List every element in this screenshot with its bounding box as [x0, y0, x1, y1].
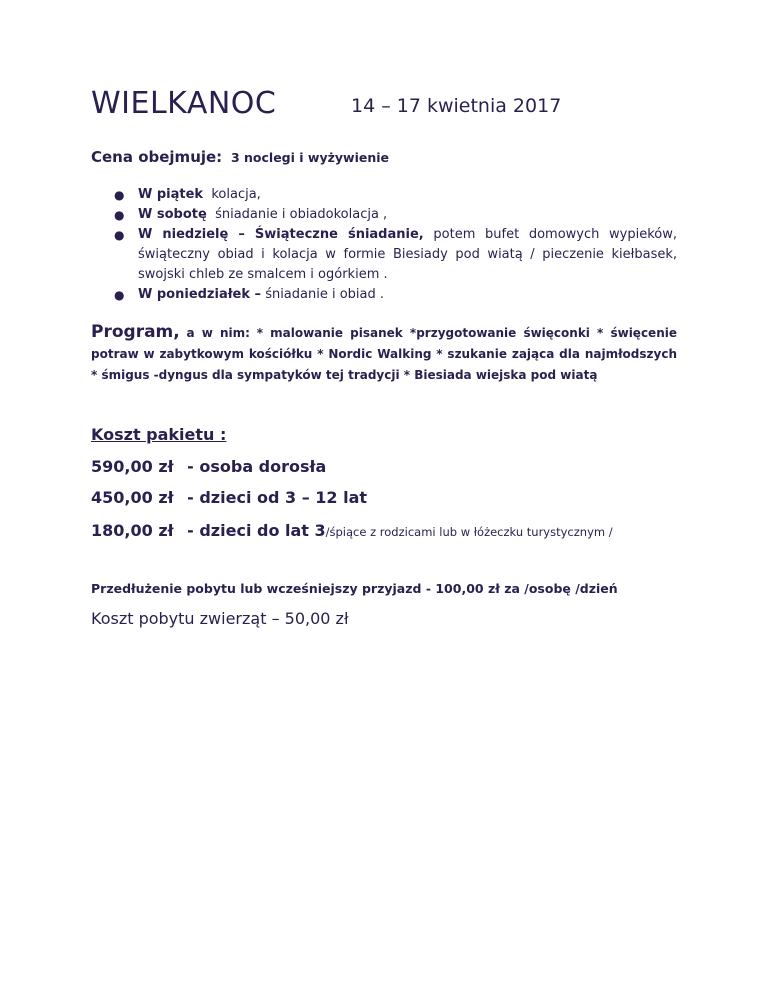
program-text: * malowanie pisanek *przygotowanie święconki * święcenie potraw w zabytkowym kościółku * Nordic Walking * szukanie zająca dla najmłodszych * śmigus -dyngus dla sympatyków tej tradycji * Biesiada wiejska pod wiatą — [91, 326, 677, 382]
event-dates: 14 – 17 kwietnia 2017 — [351, 95, 562, 117]
bullet-icon: ● — [114, 228, 125, 242]
price-amount: 180,00 zł — [91, 521, 174, 540]
schedule-day: W poniedziałek – — [138, 287, 262, 302]
price-row — [91, 521, 613, 540]
price-includes — [91, 148, 389, 166]
schedule-day: W niedzielę – Świąteczne śniadanie, — [138, 227, 424, 242]
bullet-icon: ● — [114, 188, 125, 202]
schedule-day: W piątek — [138, 187, 204, 202]
price-row — [91, 488, 367, 507]
animals-cost: Koszt pobytu zwierząt – 50,00 zł — [91, 609, 349, 628]
price-note: /śpiące z rodzicami lub w łóżeczku turystycznym / — [325, 525, 613, 539]
program-intro: a w nim: — [186, 326, 250, 340]
schedule-text: kolacja, — [211, 187, 261, 202]
list-item — [91, 285, 677, 305]
schedule-list — [91, 185, 677, 305]
cost-title: Koszt pakietu : — [91, 425, 227, 444]
list-item — [91, 205, 677, 225]
extension-note: Przedłużenie pobytu lub wcześniejszy przyjazd - 100,00 zł za /osobę /dzień — [91, 581, 618, 596]
schedule-text: potem bufet domowych wypieków, świąteczny obiad i kolacja w formie Biesiady pod wiatą / pieczenie kiełbasek, swojski chleb ze smalcem i ogórkiem . — [138, 227, 677, 282]
header — [91, 86, 691, 126]
schedule-text: śniadanie i obiadokolacja , — [215, 207, 388, 222]
price-amount: 590,00 zł — [91, 457, 174, 476]
price-description: - osoba dorosła — [187, 457, 327, 476]
price-description: - dzieci do lat 3 — [187, 521, 326, 540]
price-amount: 450,00 zł — [91, 488, 174, 507]
price-row — [91, 457, 326, 476]
price-includes-value: 3 noclegi i wyżywienie — [230, 150, 389, 165]
bullet-icon: ● — [114, 208, 125, 222]
bullet-icon: ● — [114, 288, 125, 302]
program-section — [91, 322, 677, 386]
page-title: WIELKANOC — [91, 86, 277, 121]
schedule-text: śniadanie i obiad . — [265, 287, 385, 302]
list-item — [91, 225, 677, 285]
price-includes-label: Cena obejmuje: — [91, 148, 223, 166]
program-label: Program, — [91, 322, 180, 342]
price-description: - dzieci od 3 – 12 lat — [187, 488, 368, 507]
schedule-day: W sobotę — [138, 207, 207, 222]
list-item — [91, 185, 677, 205]
